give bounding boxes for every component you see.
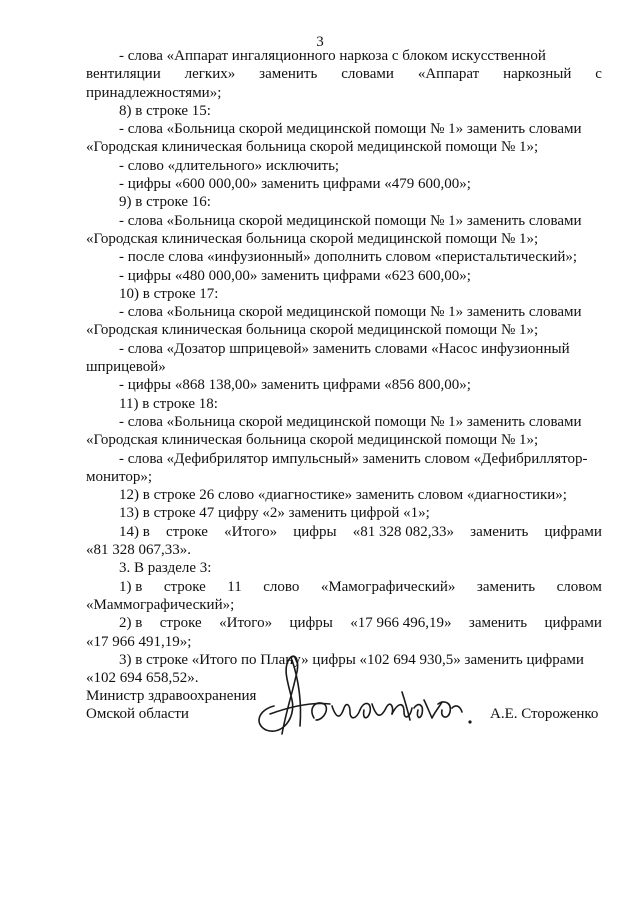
- word: заменить: [468, 615, 528, 632]
- word: цифрами: [544, 523, 602, 540]
- text-line: «102 694 658,52».: [86, 670, 199, 687]
- text-line: «81 328 067,33».: [86, 542, 191, 559]
- word: слово: [263, 578, 300, 595]
- word: строке: [165, 523, 208, 540]
- text-line: 12) в строке 26 слово «диагностике» заменить словом «диагностики»;: [119, 487, 567, 504]
- word: «Аппарат: [417, 66, 480, 83]
- text-line: 13) в строке 47 цифру «2» заменить цифрой «1»;: [119, 505, 430, 522]
- text-line: 8) в строке 15:: [119, 102, 211, 119]
- text-line: «Городская клиническая больница скорой медицинской помощи № 1»;: [86, 230, 539, 247]
- word: наркозный: [503, 66, 572, 83]
- text-line: «17 966 491,19»;: [86, 633, 192, 650]
- text-line: «Городская клиническая больница скорой медицинской помощи № 1»;: [86, 322, 539, 339]
- text-line: принадлежностями»;: [86, 84, 222, 101]
- text-line: «Городская клиническая больница скорой медицинской помощи № 1»;: [86, 432, 539, 449]
- text-line: - слова «Больница скорой медицинской помощи № 1» заменить словами: [119, 212, 582, 229]
- text-line: - слова «Дозатор шприцевой» заменить словами «Насос инфузионный: [119, 340, 570, 357]
- text-line: - слова «Аппарат ингаляционного наркоза с блоком искусственной: [119, 48, 546, 64]
- text-line-justified: [86, 614, 602, 632]
- page-number: 3: [316, 34, 324, 50]
- word: заменить: [476, 578, 536, 595]
- text-line: - слова «Больница скорой медицинской помощи № 1» заменить словами: [119, 121, 582, 138]
- signatory-title: [86, 687, 256, 723]
- word: «81 328 082,33»: [352, 523, 454, 540]
- word: словом: [556, 578, 602, 595]
- word: заменить: [259, 66, 318, 83]
- word: с: [595, 66, 602, 83]
- signatory-position: Министр здравоохранения: [86, 688, 257, 704]
- text-line: 3) в строке «Итого по Плану» цифры «102 694 930,5» заменить цифрами: [119, 651, 584, 668]
- text-line: 11) в строке 18:: [119, 395, 218, 412]
- document-body: [86, 47, 602, 687]
- word: 2) в: [119, 615, 143, 632]
- word: цифрами: [544, 615, 602, 632]
- text-line: - слова «Больница скорой медицинской помощи № 1» заменить словами: [119, 413, 582, 430]
- text-line: - цифры «868 138,00» заменить цифрами «856 800,00»;: [119, 377, 471, 394]
- word: 11: [227, 578, 242, 595]
- word: 14) в: [119, 523, 150, 540]
- handwritten-signature: [252, 648, 482, 748]
- word: цифры: [289, 615, 333, 632]
- word: заменить: [470, 523, 529, 540]
- text-line-justified: [86, 65, 602, 83]
- word: вентиляции: [86, 66, 161, 83]
- signatory-region: Омской области: [86, 706, 189, 722]
- text-line: - после слова «инфузионный» дополнить словом «перистальтический»;: [119, 249, 578, 266]
- text-line: 9) в строке 16:: [119, 194, 211, 211]
- text-line: «Городская клиническая больница скорой медицинской помощи № 1»;: [86, 139, 539, 156]
- text-line: «Маммографический»;: [86, 596, 235, 613]
- text-line-justified: [86, 578, 602, 596]
- text-line-justified: [86, 523, 602, 541]
- word: цифры: [293, 523, 337, 540]
- text-line: - слова «Дефибрилятор импульсный» заменить словом «Дефибриллятор-: [119, 450, 588, 467]
- text-line: - цифры «480 000,00» заменить цифрами «623 600,00»;: [119, 267, 471, 284]
- word: «Итого»: [224, 523, 278, 540]
- text-line: - цифры «600 000,00» заменить цифрами «479 600,00»;: [119, 176, 471, 193]
- word: «Итого»: [219, 615, 273, 632]
- text-line: монитор»;: [86, 468, 153, 485]
- signatory-name: А.Е. Стороженко: [490, 706, 599, 722]
- word: легких»: [184, 66, 236, 83]
- word: словами: [341, 66, 394, 83]
- word: «17 966 496,19»: [350, 615, 452, 632]
- word: 1) в: [119, 578, 143, 595]
- text-line: 10) в строке 17:: [119, 285, 219, 302]
- text-line: - слово «длительного» исключить;: [119, 157, 340, 174]
- word: строке: [159, 615, 202, 632]
- text-line: шприцевой»: [86, 359, 166, 376]
- word: «Мамографический»: [320, 578, 456, 595]
- text-line: - слова «Больница скорой медицинской помощи № 1» заменить словами: [119, 304, 582, 321]
- text-line: 3. В разделе 3:: [119, 560, 212, 577]
- word: строке: [163, 578, 206, 595]
